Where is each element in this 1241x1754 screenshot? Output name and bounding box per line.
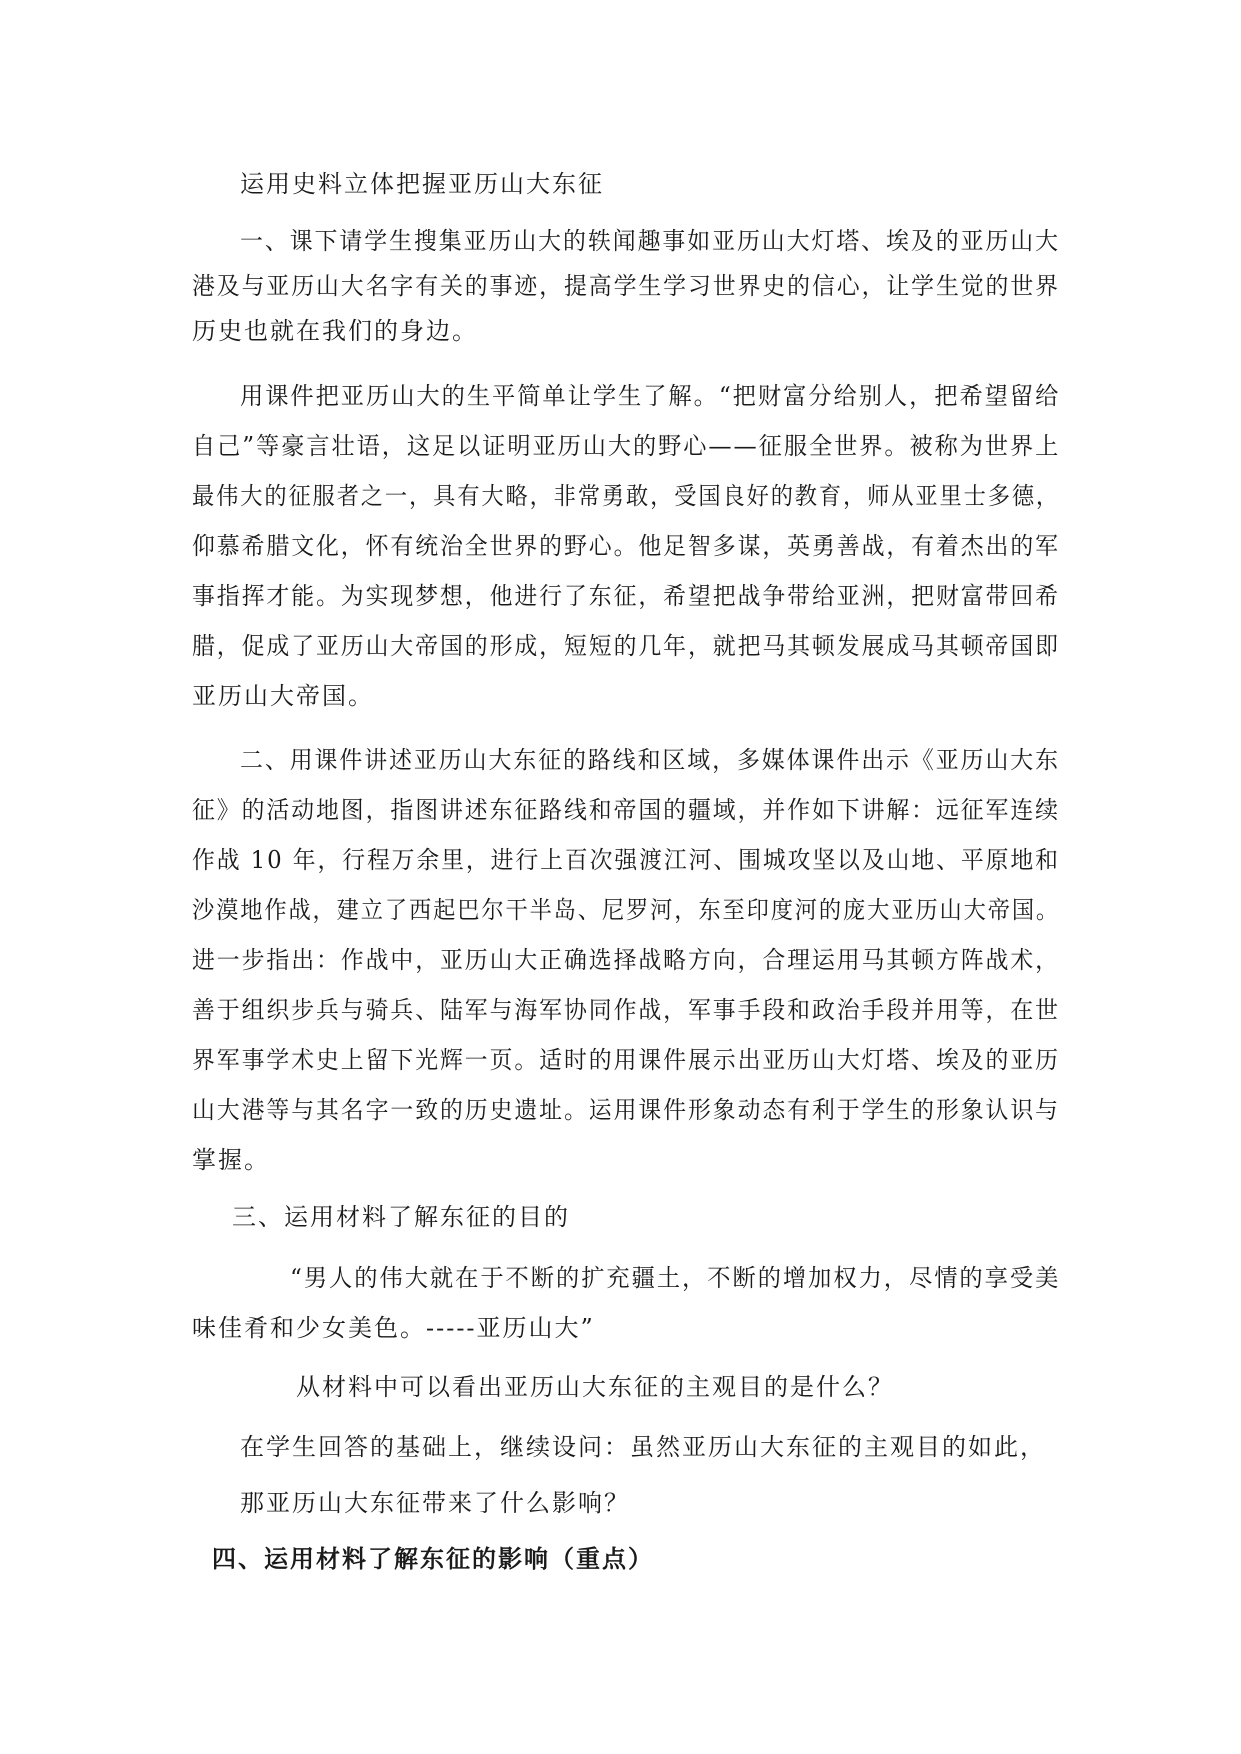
- paragraph-line: 自己”等豪言壮语，这足以证明亚历山大的野心——征服全世界。被称为世界上: [192, 432, 1061, 460]
- paragraph-line: 历史也就在我们的身边。: [192, 317, 478, 345]
- paragraph-line: 用课件把亚历山大的生平简单让学生了解。“把财富分给别人，把希望留给: [240, 382, 1061, 410]
- paragraph-line: 事指挥才能。为实现梦想，他进行了东征，希望把战争带给亚洲，把财富带回希: [192, 582, 1060, 610]
- paragraph-line: 界军事学术史上留下光辉一页。适时的用课件展示出亚历山大灯塔、埃及的亚历: [192, 1046, 1060, 1074]
- paragraph-line: 作战 10 年，行程万余里，进行上百次强渡江河、围城攻坚以及山地、平原地和: [192, 846, 1060, 874]
- paragraph-line: 那亚历山大东征带来了什么影响？: [240, 1489, 630, 1517]
- paragraph-line: 山大港等与其名字一致的历史遗址。运用课件形象动态有利于学生的形象认识与: [192, 1096, 1060, 1124]
- paragraph-line: 港及与亚历山大名字有关的事迹，提高学生学习世界史的信心，让学生觉的世界: [192, 272, 1060, 300]
- paragraph-line: 最伟大的征服者之一，具有大略，非常勇敢，受国良好的教育，师从亚里士多德，: [192, 482, 1061, 510]
- quote-line: “男人的伟大就在于不断的扩充疆土，不断的增加权力，尽情的享受美: [290, 1264, 1061, 1292]
- paragraph-line: 腊，促成了亚历山大帝国的形成，短短的几年，就把马其顿发展成马其顿帝国即: [192, 632, 1060, 660]
- quote-line: 味佳肴和少女美色。-----亚历山大”: [192, 1314, 595, 1342]
- paragraph-line: 沙漠地作战，建立了西起巴尔干半岛、尼罗河，东至印度河的庞大亚历山大帝国。: [192, 896, 1061, 924]
- paragraph-line: 一、课下请学生搜集亚历山大的轶闻趣事如亚历山大灯塔、埃及的亚历山大: [240, 227, 1060, 255]
- question-line: 从材料中可以看出亚历山大东征的主观目的是什么？: [296, 1373, 894, 1401]
- paragraph-line: 征》的活动地图，指图讲述东征路线和帝国的疆域，并作如下讲解：远征军连续: [192, 796, 1060, 824]
- paragraph-line: 善于组织步兵与骑兵、陆军与海军协同作战，军事手段和政治手段并用等，在世: [192, 996, 1060, 1024]
- section-heading: 三、运用材料了解东征的目的: [232, 1203, 570, 1231]
- paragraph-line: 在学生回答的基础上，继续设问：虽然亚历山大东征的主观目的如此，: [240, 1433, 1046, 1461]
- paragraph-line: 进一步指出：作战中，亚历山大正确选择战略方向，合理运用马其顿方阵战术，: [192, 946, 1060, 974]
- section-heading: 四、运用材料了解东征的影响（重点）: [212, 1544, 654, 1573]
- document-title: 运用史料立体把握亚历山大东征: [240, 170, 604, 198]
- paragraph-line: 掌握。: [192, 1146, 270, 1174]
- paragraph-line: 亚历山大帝国。: [192, 682, 374, 710]
- paragraph-line: 仰慕希腊文化，怀有统治全世界的野心。他足智多谋，英勇善战，有着杰出的军: [192, 532, 1060, 560]
- paragraph-line: 二、用课件讲述亚历山大东征的路线和区域，多媒体课件出示《亚历山大东: [240, 746, 1060, 774]
